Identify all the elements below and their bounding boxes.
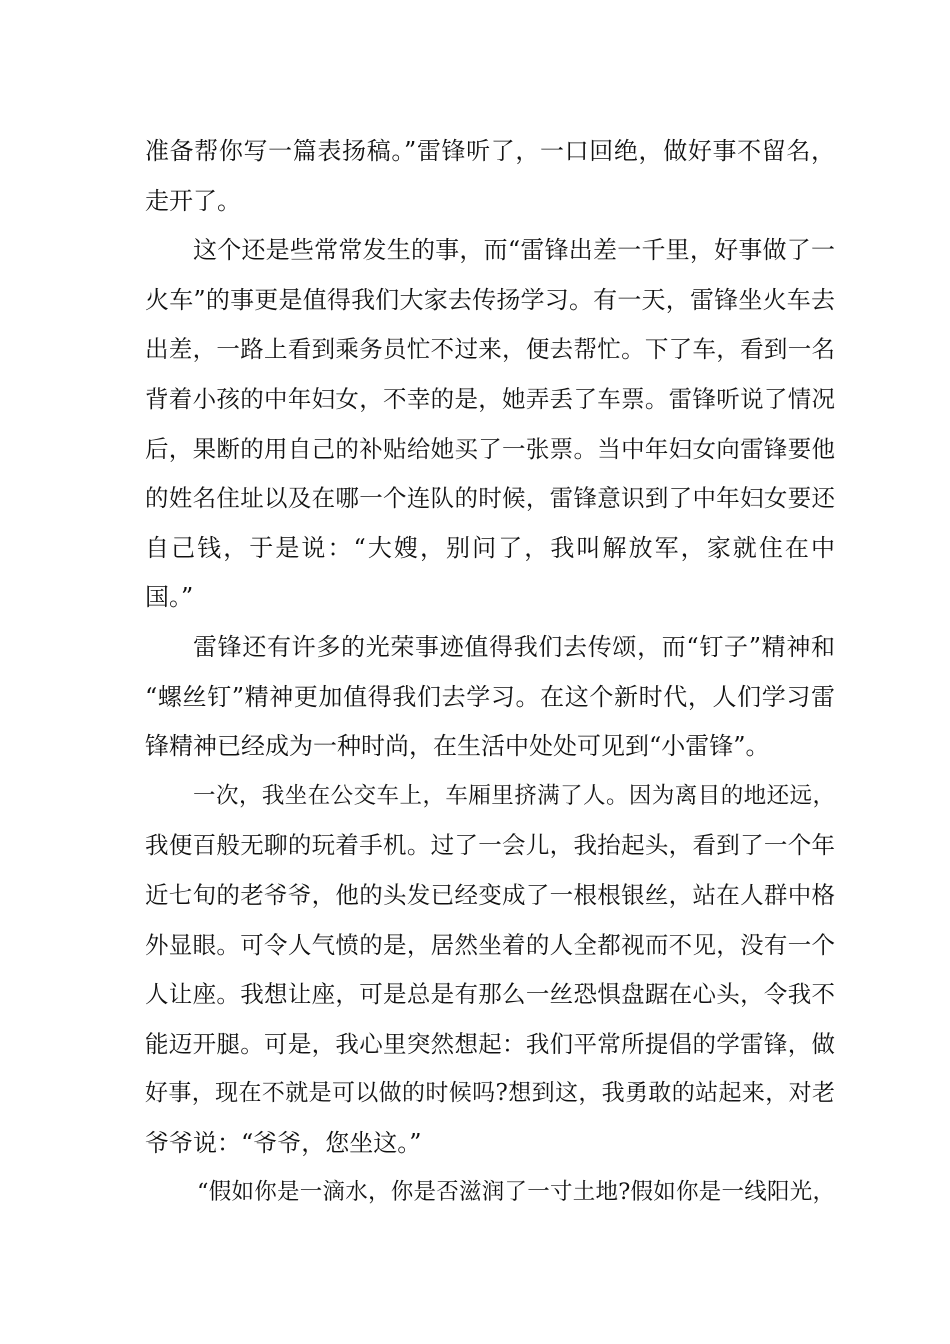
text-line: 后，果断的用自己的补贴给她买了一张票。当中年妇女向雷锋要他 [145, 434, 835, 463]
text-line: 锋精神已经成为一种时尚，在生活中处处可见到“小雷锋”。 [145, 732, 770, 761]
paragraph-start-line: 雷锋还有许多的光荣事迹值得我们去传颂，而“钉子”精神和 [193, 632, 835, 661]
paragraph-start-line: 一次，我坐在公交车上，车厢里挤满了人。因为离目的地还远， [193, 782, 835, 809]
text-line: 爷爷说：“爷爷，您坐这。” [145, 1128, 422, 1157]
text-line: 好事，现在不就是可以做的时候吗?想到这，我勇敢的站起来，对老 [145, 1080, 835, 1107]
text-line: 国。” [145, 583, 194, 612]
paragraph-start-line: 这个还是些常常发生的事，而“雷锋出差一千里，好事做了一 [193, 236, 835, 265]
text-line: 我便百般无聊的玩着手机。过了一会儿，我抬起头，看到了一个年 [145, 831, 835, 860]
text-line: “螺丝钉”精神更加值得我们去学习。在这个新时代，人们学习雷 [145, 682, 835, 711]
text-line: 人让座。我想让座，可是总是有那么一丝恐惧盘踞在心头，令我不 [145, 980, 835, 1009]
text-line: 外显眼。可令人气愤的是，居然坐着的人全都视而不见，没有一个 [145, 930, 835, 959]
text-line: 背着小孩的中年妇女，不幸的是，她弄丢了车票。雷锋听说了情况 [145, 384, 835, 413]
text-line: 自己钱，于是说：“大嫂，别问了，我叫解放军，家就住在中 [145, 533, 835, 562]
text-line: 走开了。 [145, 186, 241, 215]
text-line: 火车”的事更是值得我们大家去传扬学习。有一天，雷锋坐火车去 [145, 285, 835, 314]
text-line: 能迈开腿。可是，我心里突然想起：我们平常所提倡的学雷锋，做 [145, 1029, 835, 1058]
text-line: 出差，一路上看到乘务员忙不过来，便去帮忙。下了车，看到一名 [145, 335, 835, 364]
text-line: 准备帮你写一篇表扬稿。”雷锋听了，一口回绝，做好事不留名， [145, 137, 835, 165]
body-text [145, 127, 835, 1218]
text-line: 的姓名住址以及在哪一个连队的时候，雷锋意识到了中年妇女要还 [145, 484, 835, 513]
paragraph-start-line: “假如你是一滴水，你是否滋润了一寸土地?假如你是一线阳光， [197, 1179, 835, 1206]
text-line: 近七旬的老爷爷，他的头发已经变成了一根根银丝，站在人群中格 [145, 880, 835, 909]
